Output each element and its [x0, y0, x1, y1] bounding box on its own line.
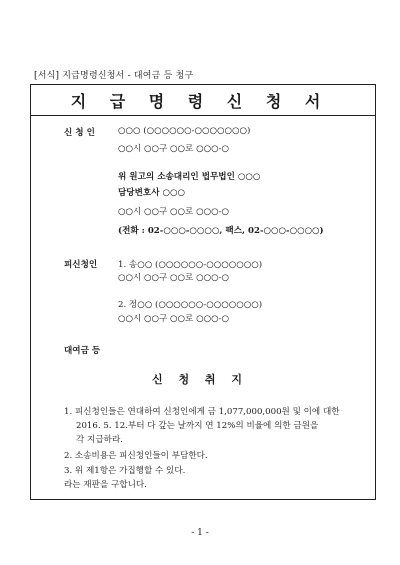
respondent-2-name: 2. 정○○ (○○○○○○-○○○○○○○) — [118, 300, 263, 310]
purpose-line-1: 1. 피신청인들은 연대하여 신청인에게 금 1,077,000,000원 및 이에 대한 — [64, 407, 340, 417]
applicant-lawyer: 담당변호사 ○○○ — [118, 188, 185, 198]
applicant-label: 신 청 인 — [64, 128, 95, 138]
agent-address: ○○시 ○○구 ○○로 ○○○-○ — [118, 207, 229, 217]
respondent-1-address: ○○시 ○○구 ○○로 ○○○-○ — [118, 273, 229, 283]
respondent-1-name: 1. 송○○ (○○○○○○-○○○○○○○) — [118, 260, 263, 270]
purpose-line-4: 2. 소송비용은 피신청인들이 부담한다. — [64, 451, 208, 461]
page-number: - 1 - — [191, 528, 209, 538]
respondent-label: 피신청인 — [64, 260, 98, 270]
purpose-line-5: 3. 위 제1항은 가집행할 수 있다. — [64, 466, 186, 476]
claim-label: 대여금 등 — [64, 346, 101, 356]
applicant-agent: 위 원고의 소송대리인 법무법인 ○○○ — [118, 172, 261, 182]
title-divider — [30, 115, 376, 116]
document-title: 지 급 명 령 신 청 서 — [70, 92, 330, 111]
respondent-2-address: ○○시 ○○구 ○○로 ○○○-○ — [118, 314, 229, 324]
purpose-line-3: 각 지급하라. — [76, 435, 123, 445]
purpose-title: 신 청 취 지 — [152, 373, 248, 386]
purpose-line-6: 라는 재판을 구합니다. — [64, 480, 147, 490]
agent-contact: (전화 : 02-○○○-○○○○, 팩스, 02-○○○-○○○○) — [118, 226, 324, 236]
applicant-name: ○○○ (○○○○○○-○○○○○○○) — [118, 126, 251, 136]
applicant-address: ○○시 ○○구 ○○로 ○○○-○ — [118, 144, 229, 154]
form-label: [서식] 지급명령신청서 - 대여금 등 청구 — [34, 71, 194, 81]
purpose-line-2: 2016. 5. 12.부터 다 갚는 날까지 연 12%의 비율에 의한 금원을 — [76, 421, 319, 431]
